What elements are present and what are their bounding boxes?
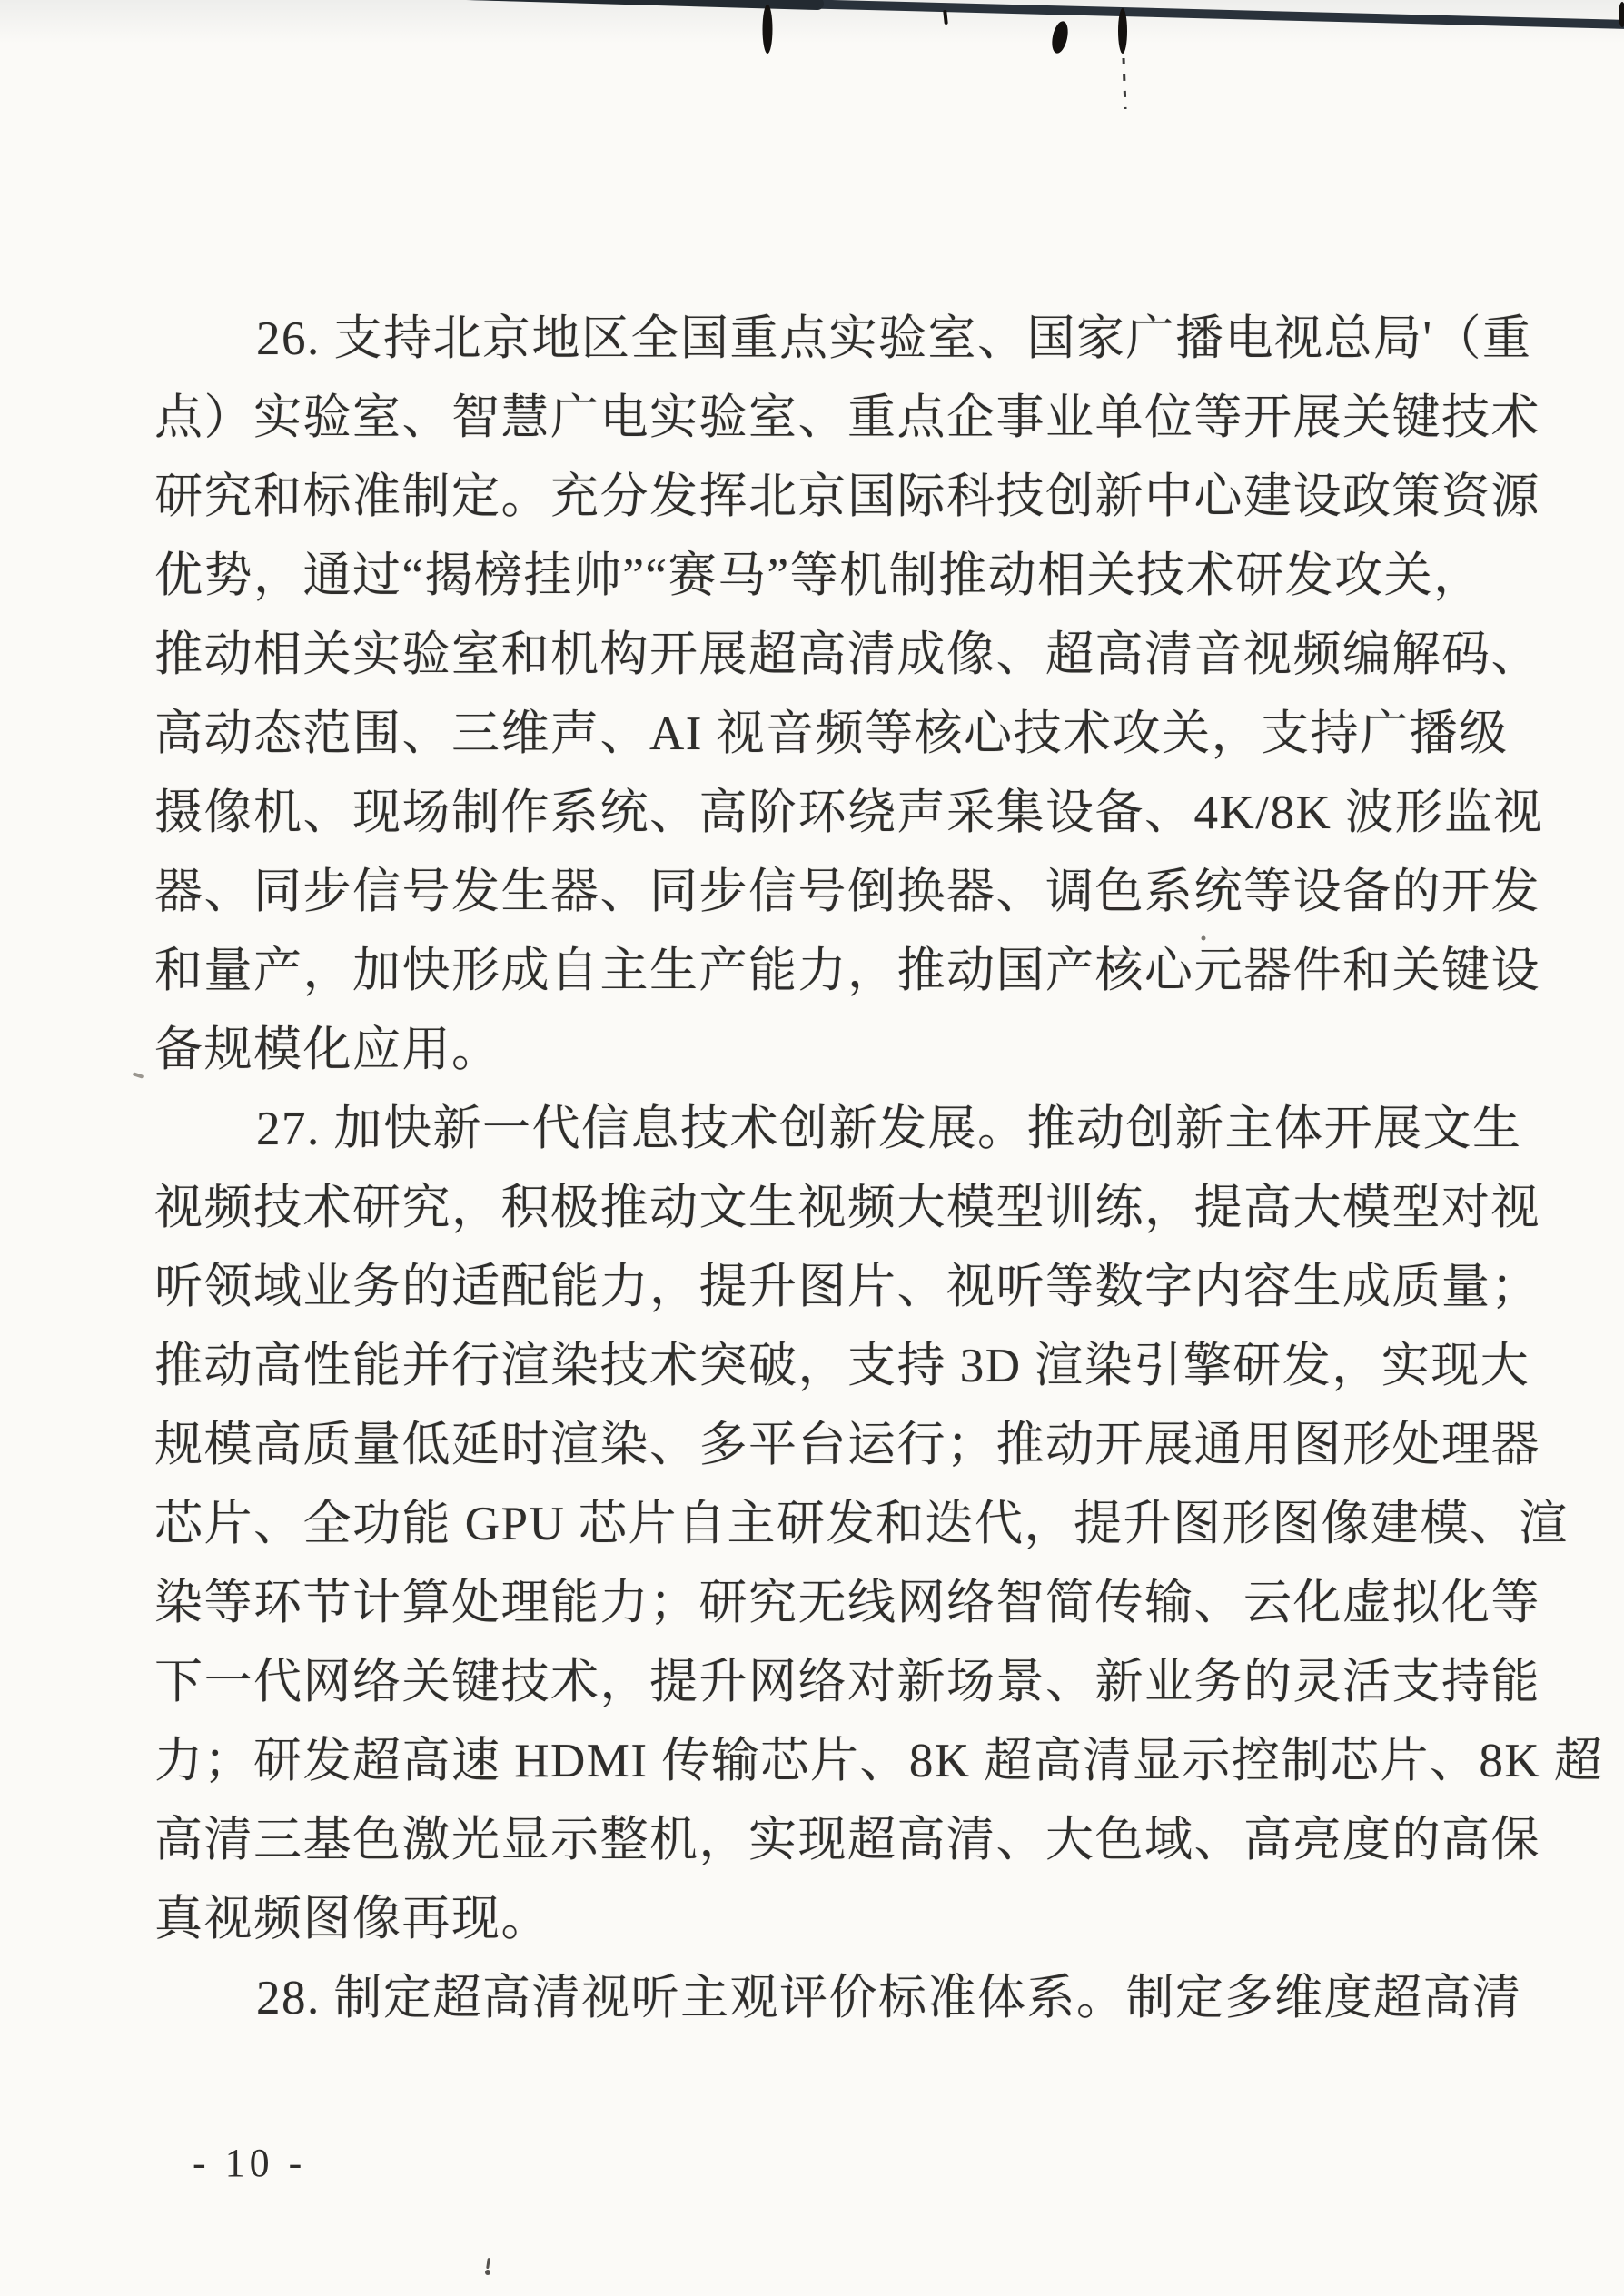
text-line: 点）实验室、智慧广电实验室、重点企事业单位等开展关键技术	[154, 391, 1540, 444]
text-line: 研究和标准制定。充分发挥北京国际科技创新中心建设政策资源	[154, 470, 1540, 523]
text-line: 芯片、全功能 GPU 芯片自主研发和迭代，提升图形图像建模、渲	[154, 1498, 1570, 1550]
page-number: - 10 -	[193, 2141, 307, 2185]
document-body	[154, 300, 1604, 2038]
text-line: 高动态范围、三维声、AI 视音频等核心技术攻关，支持广播级	[154, 708, 1509, 760]
text-line: 高清三基色激光显示整机，实现超高清、大色域、高亮度的高保	[154, 1814, 1540, 1866]
text-line: 染等环节计算处理能力；研究无线网络智简传输、云化虚拟化等	[154, 1577, 1540, 1629]
ink-speck	[943, 10, 948, 25]
ink-mark-edge	[1619, 2, 1624, 27]
text-line: 下一代网络关键技术，提升网络对新场景、新业务的灵活支持能	[154, 1656, 1540, 1708]
text-line: 力；研发超高速 HDMI 传输芯片、8K 超高清显示控制芯片、8K 超	[154, 1735, 1604, 1787]
text-line: 视频技术研究，积极推动文生视频大模型训练，提高大模型对视	[154, 1182, 1540, 1234]
text-line: 28. 制定超高清视听主观评价标准体系。制定多维度超高清	[256, 1972, 1522, 2024]
text-line: 备规模化应用。	[154, 1024, 501, 1076]
text-line: 推动相关实验室和机构开展超高清成像、超高清音视频编解码、	[154, 628, 1540, 681]
text-line: 26. 支持北京地区全国重点实验室、国家广播电视总局'（重	[256, 312, 1532, 365]
text-line: 规模高质量低延时渲染、多平台运行；推动开展通用图形处理器	[154, 1419, 1540, 1471]
scan-edge-line	[434, 0, 1624, 25]
ink-drip	[1118, 8, 1127, 54]
bottom-speck-tail	[486, 2258, 490, 2269]
text-line: 优势，通过“揭榜挂帅”“赛马”等机制推动相关技术研发攻关，	[154, 549, 1483, 602]
text-line: 和量产，加快形成自主生产能力，推动国产核心元器件和关键设	[154, 945, 1540, 997]
text-line: 真视频图像再现。	[154, 1893, 550, 1945]
ink-drip	[763, 5, 773, 54]
ink-drip-tail	[1124, 58, 1125, 109]
text-line: 器、同步信号发生器、同步信号倒换器、调色系统等设备的开发	[154, 866, 1540, 918]
text-line: 推动高性能并行渲染技术突破，支持 3D 渲染引擎研发，实现大	[154, 1340, 1530, 1392]
bottom-speck	[485, 2270, 490, 2275]
scan-edge-line-thick	[434, 0, 817, 4]
text-line: 27. 加快新一代信息技术创新发展。推动创新主体开展文生	[256, 1103, 1522, 1155]
text-line: 听领域业务的适配能力，提升图片、视听等数字内容生成质量；	[154, 1261, 1540, 1313]
text-line: 摄像机、现场制作系统、高阶环绕声采集设备、4K/8K 波形监视	[154, 787, 1544, 839]
margin-speck	[133, 1072, 144, 1079]
ink-blob	[1049, 20, 1070, 55]
